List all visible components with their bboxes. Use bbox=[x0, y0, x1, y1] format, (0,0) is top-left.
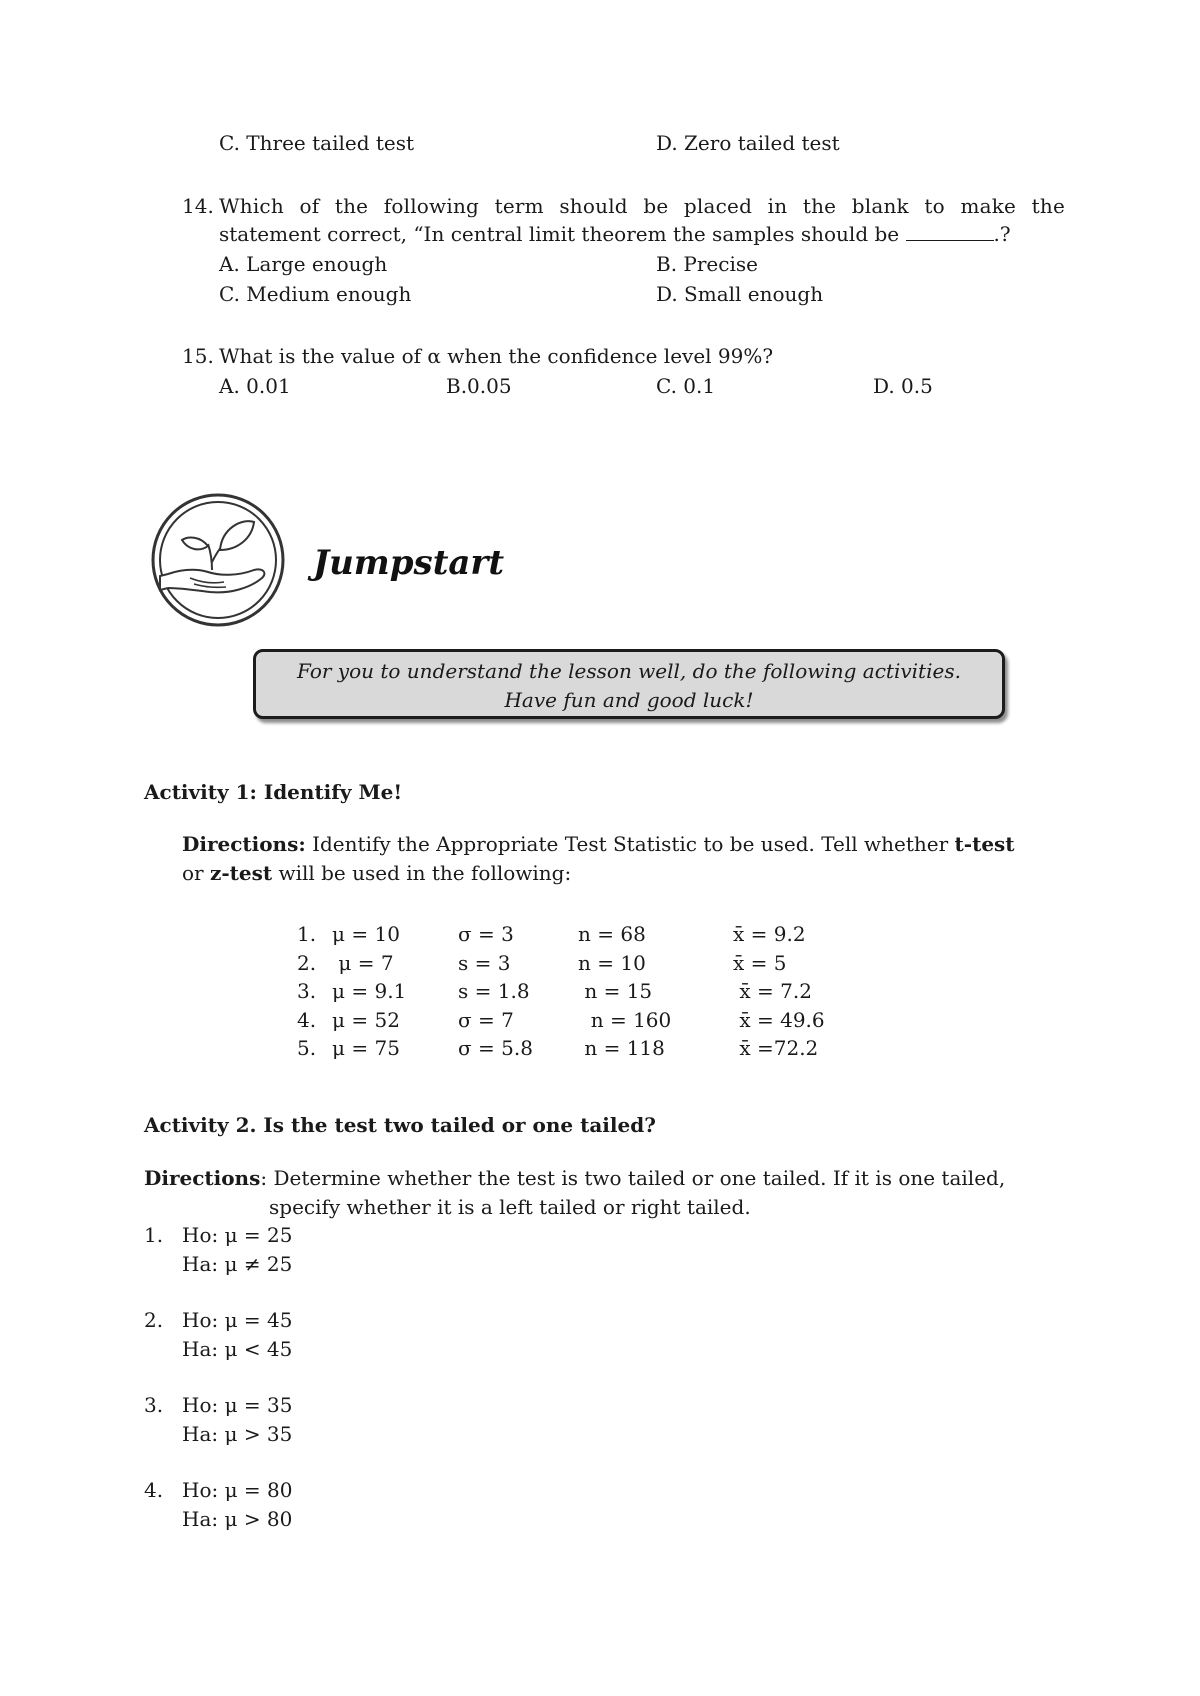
activity1-n-value: n = 15 bbox=[578, 979, 653, 1004]
activity1-sd-value: s = 3 bbox=[458, 950, 511, 975]
activity1-mu-value: μ = 52 bbox=[332, 1007, 400, 1032]
activity1-sd-value: σ = 5.8 bbox=[458, 1036, 533, 1061]
q14-option-b: B. Precise bbox=[656, 252, 758, 276]
activity1-xbar-value: x̄ = 7.2 bbox=[733, 979, 812, 1004]
hand-holding-plant-icon bbox=[150, 492, 286, 628]
activity1-directions-line1 bbox=[182, 832, 1015, 856]
activity1-item-number: 5. bbox=[297, 1036, 317, 1061]
activity2-alt-hypothesis: Ha: μ ≠ 25 bbox=[182, 1252, 293, 1276]
activity1-n-value: n = 160 bbox=[578, 1007, 672, 1032]
activity2-directions-label: Directions bbox=[144, 1166, 261, 1190]
activity1-xbar-value: x̄ = 49.6 bbox=[733, 1007, 825, 1032]
jumpstart-title: Jumpstart bbox=[313, 543, 505, 583]
activity2-null-hypothesis: Ho: μ = 25 bbox=[182, 1223, 293, 1247]
activity1-z-test: z-test bbox=[209, 861, 273, 885]
activity2-alt-hypothesis: Ha: μ > 35 bbox=[182, 1422, 293, 1446]
q15-option-d: D. 0.5 bbox=[873, 374, 933, 398]
activity1-xbar-value: x̄ =72.2 bbox=[733, 1036, 819, 1061]
activity1-directions-line2 bbox=[182, 861, 571, 885]
q14-number: 14. bbox=[182, 194, 214, 218]
activity1-title: Activity 1: Identify Me! bbox=[144, 780, 403, 804]
activity1-xbar-value: x̄ = 9.2 bbox=[733, 922, 806, 946]
activity2-null-hypothesis: Ho: μ = 45 bbox=[182, 1308, 293, 1332]
activity1-mu-value: μ = 7 bbox=[332, 950, 394, 975]
q15-option-c: C. 0.1 bbox=[656, 374, 716, 398]
activity1-item-number: 4. bbox=[297, 1007, 317, 1032]
activity1-directions-text2: or bbox=[182, 861, 210, 885]
activity1-sd-value: s = 1.8 bbox=[458, 979, 530, 1004]
activity1-item-number: 3. bbox=[297, 979, 317, 1004]
q15-option-a: A. 0.01 bbox=[219, 374, 291, 398]
activity2-item-number: 3. bbox=[144, 1393, 164, 1417]
activity1-n-value: n = 118 bbox=[578, 1036, 665, 1061]
q14-option-a: A. Large enough bbox=[219, 252, 388, 276]
activity1-sd-value: σ = 3 bbox=[458, 922, 514, 946]
q14-line1: Which of the following term should be placed in the blank to make the bbox=[219, 194, 1065, 218]
activity2-title: Activity 2. Is the test two tailed or one tailed? bbox=[144, 1113, 656, 1137]
jumpstart-callout bbox=[253, 649, 1005, 719]
q14-option-d: D. Small enough bbox=[656, 282, 824, 306]
activity1-mu-value: μ = 9.1 bbox=[332, 979, 407, 1004]
q15-text: What is the value of α when the confidence level 99%? bbox=[219, 344, 774, 368]
activity1-directions-text3: will be used in the following: bbox=[272, 861, 572, 885]
activity2-null-hypothesis: Ho: μ = 80 bbox=[182, 1478, 293, 1502]
q13-option-d: D. Zero tailed test bbox=[656, 131, 840, 155]
activity1-n-value: n = 68 bbox=[578, 922, 646, 946]
q14-line2-end: .? bbox=[993, 222, 1011, 246]
q15-number: 15. bbox=[182, 344, 214, 368]
callout-line-2: Have fun and good luck! bbox=[504, 688, 754, 712]
activity1-directions-text1: Identify the Appropriate Test Statistic to be used. Tell whether bbox=[305, 832, 955, 856]
activity2-item-number: 2. bbox=[144, 1308, 164, 1332]
q14-blank bbox=[906, 224, 994, 241]
activity2-null-hypothesis: Ho: μ = 35 bbox=[182, 1393, 293, 1417]
q13-option-c: C. Three tailed test bbox=[219, 131, 415, 155]
activity1-mu-value: μ = 75 bbox=[332, 1036, 400, 1061]
activity2-item-number: 4. bbox=[144, 1478, 164, 1502]
activity2-alt-hypothesis: Ha: μ < 45 bbox=[182, 1337, 293, 1361]
activity1-item-number: 2. bbox=[297, 950, 317, 975]
activity2-item-number: 1. bbox=[144, 1223, 164, 1247]
activity1-sd-value: σ = 7 bbox=[458, 1007, 514, 1032]
q15-option-b: B.0.05 bbox=[446, 374, 512, 398]
q14-line2-text: statement correct, “In central limit theorem the samples should be bbox=[219, 222, 900, 246]
activity2-directions-text1: : Determine whether the test is two tailed or one tailed. If it is one tailed, bbox=[260, 1166, 1006, 1190]
callout-line-1: For you to understand the lesson well, do the following activities. bbox=[297, 659, 961, 683]
activity2-directions-line2: specify whether it is a left tailed or right tailed. bbox=[269, 1195, 751, 1219]
q14-line2 bbox=[219, 222, 1011, 246]
activity1-item-number: 1. bbox=[297, 922, 317, 946]
activity1-mu-value: μ = 10 bbox=[332, 922, 400, 946]
q14-option-c: C. Medium enough bbox=[219, 282, 412, 306]
activity2-alt-hypothesis: Ha: μ > 80 bbox=[182, 1507, 293, 1531]
activity1-xbar-value: x̄ = 5 bbox=[733, 950, 787, 975]
activity1-directions-label: Directions: bbox=[182, 832, 306, 856]
activity1-n-value: n = 10 bbox=[578, 950, 646, 975]
activity1-t-test: t-test bbox=[954, 832, 1015, 856]
activity2-directions-line1 bbox=[144, 1166, 1005, 1190]
